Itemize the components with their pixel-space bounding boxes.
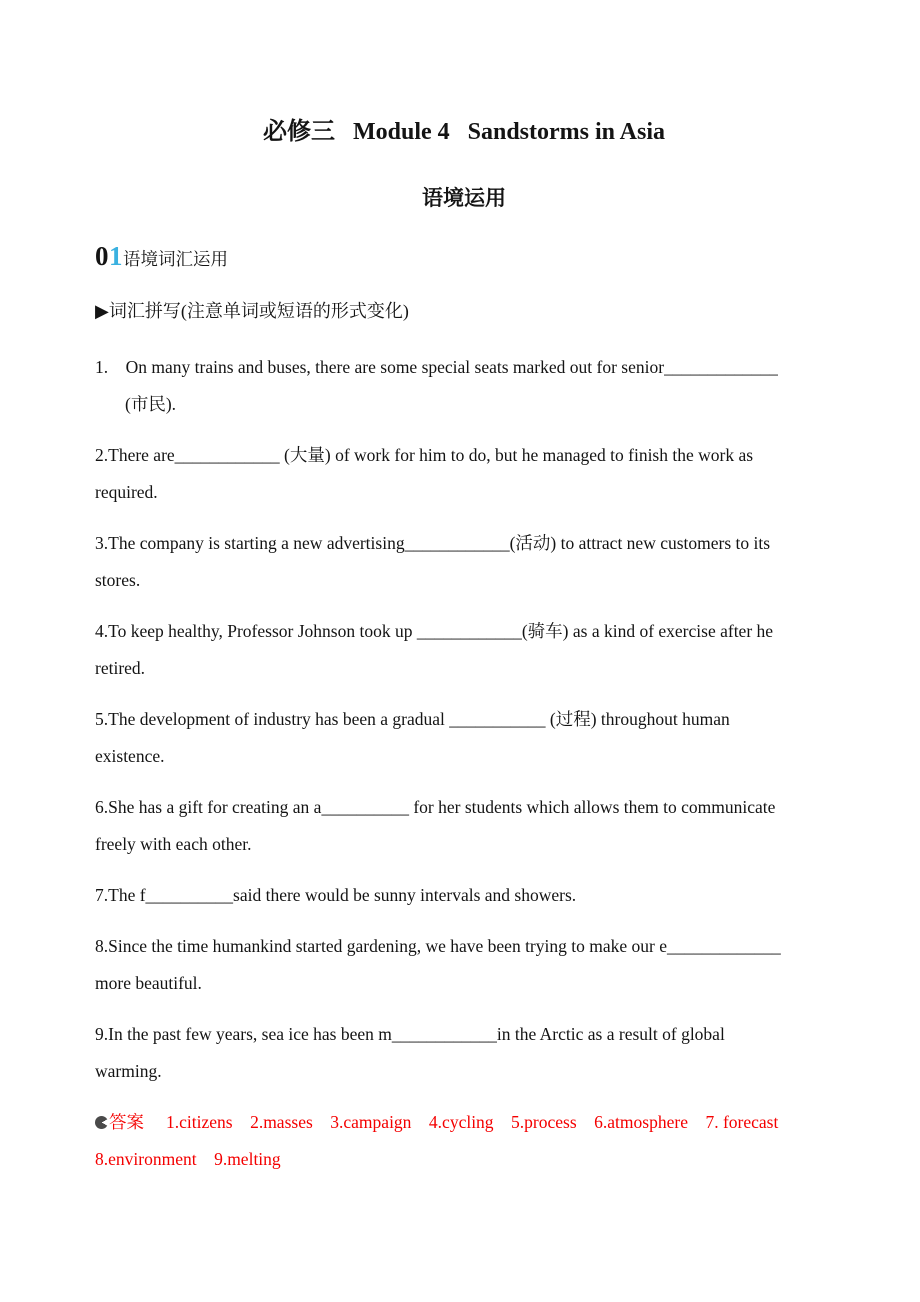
item-text-line: 5.The development of industry has been a gradual ___________ (过程) throughout human	[95, 709, 730, 729]
item-text-line: 4.To keep healthy, Professor Johnson took up ____________(骑车) as a kind of exercise after he	[95, 621, 774, 641]
answer-label: 答案	[109, 1112, 144, 1132]
section-number-one: 1	[109, 241, 123, 271]
answer-section	[95, 1104, 833, 1178]
exercise-item-1	[95, 349, 833, 423]
exercise-items	[95, 349, 833, 1090]
section-heading	[95, 240, 833, 275]
item-text-line: more beautiful.	[95, 973, 202, 993]
item-text-line: (市民).	[125, 394, 177, 414]
section-number	[95, 241, 123, 271]
exercise-item-4	[95, 613, 833, 687]
item-text-line: stores.	[95, 570, 141, 590]
page-subtitle: 语境运用	[422, 186, 506, 210]
exercise-item-8	[95, 928, 833, 1002]
item-text-line: required.	[95, 482, 158, 502]
page-title: 必修三 Module 4 Sandstorms in Asia	[262, 119, 666, 145]
exercise-item-5	[95, 701, 833, 775]
answer-line-2: 8.environment 9.melting	[95, 1149, 281, 1169]
item-text-line: 1. On many trains and buses, there are some special seats marked out for senior_____________	[95, 357, 778, 377]
item-text-line: retired.	[95, 658, 146, 678]
exercise-item-7	[95, 877, 833, 914]
item-text-line: 8.Since the time humankind started gardening, we have been trying to make our e_____________	[95, 936, 781, 956]
item-text-line: freely with each other.	[95, 834, 252, 854]
exercise-item-2	[95, 437, 833, 511]
answer-bullet-icon	[95, 1116, 108, 1129]
exercise-item-9	[95, 1016, 833, 1090]
instruction-text: ▶词汇拼写(注意单词或短语的形式变化)	[95, 301, 409, 321]
answer-line-1-wrap	[95, 1104, 833, 1141]
item-text-line: 2.There are____________ (大量) of work for him to do, but he managed to finish the work as	[95, 445, 754, 465]
exercise-item-6	[95, 789, 833, 863]
item-text-line: 9.In the past few years, sea ice has been m____________in the Arctic as a result of global	[95, 1024, 725, 1044]
item-text-line: 3.The company is starting a new advertising____________(活动) to attract new customers to its	[95, 533, 771, 553]
section-number-zero: 0	[95, 241, 109, 271]
item-text-line: existence.	[95, 746, 165, 766]
answer-line-1: 1.citizens 2.masses 3.campaign 4.cycling 5.process 6.atmosphere 7. forecast	[166, 1112, 779, 1132]
exercise-item-3	[95, 525, 833, 599]
section-title: 语境词汇运用	[123, 249, 228, 269]
item-text-line: 6.She has a gift for creating an a__________ for her students which allows them to communicate	[95, 797, 776, 817]
item-text-line: 7.The f__________said there would be sunny intervals and showers.	[95, 885, 577, 905]
item-text-line: warming.	[95, 1061, 162, 1081]
